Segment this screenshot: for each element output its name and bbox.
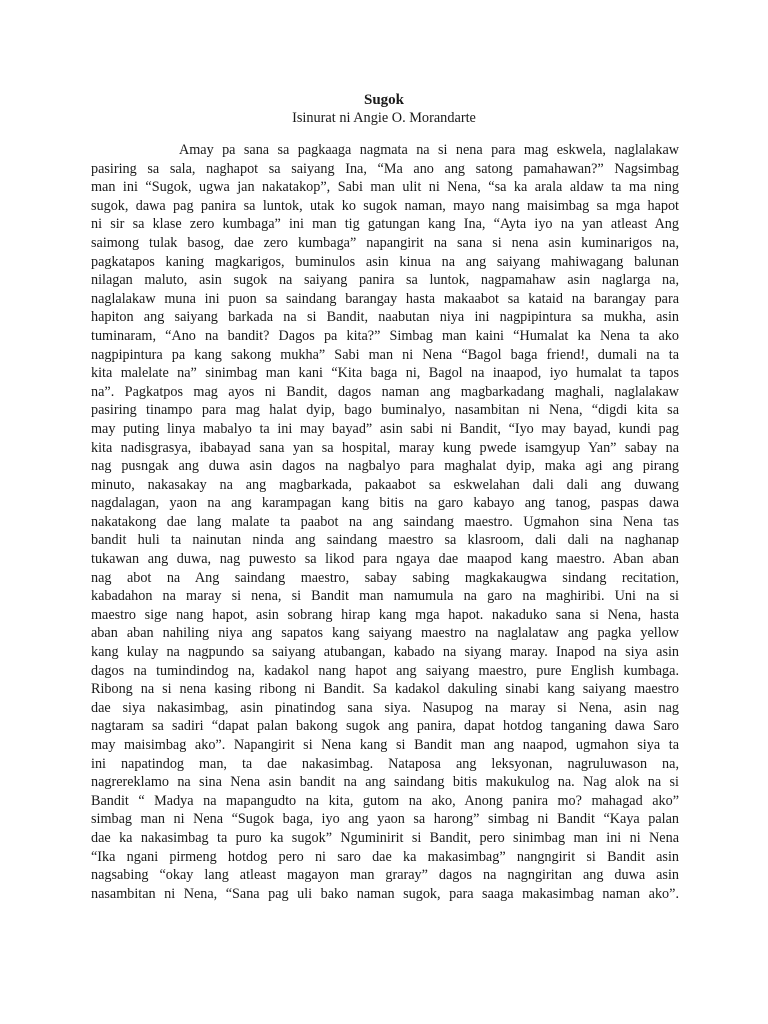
story-line: dae ka nakasimbag ta puro ka sugok” Nguminirit si Bandit, pero sinimbag man ini ni Nena <box>91 829 679 846</box>
story-line: pasiring tinampo para mag halat dyip, bago buminalyo, nasambitan ni Nena, “digdi kita sa <box>91 402 679 419</box>
story-line: man ini “Sugok, ugwa jan nakatakop”, Sabi man ulit ni Nena, “sa ka arala aldaw ta ma ning <box>91 179 679 196</box>
story-line: nagsabing “okay lang atleast magayon man graray” dagos na nagngiritan ang duwa asin <box>91 867 679 884</box>
story-line: kita malelate na” sinimbag man kani “Kita baga ni, Bagol na inaapod, iyo humalat ta tapos <box>91 365 679 382</box>
story-line: tuminaram, “Ano na bandit? Dagos pa kita?” Simbag man kaini “Humalat ka Nena ta ako <box>91 327 679 344</box>
story-line: pagkatapos kaning magkarigos, buminulos asin kinua na ang saiyang mahiwagang balunan <box>91 253 679 270</box>
story-line: maestro sige nang hapot, asin sobrang hirap kang mga hapot. nakaduko sana si Nena, hasta <box>91 606 679 623</box>
story-line: nakatakong dae lang malate ta paabot na ang saindang maestro. Ugmahon sina Nena tas <box>91 513 679 530</box>
document-title: Sugok <box>363 92 405 108</box>
story-line: ini napatindog man, ta dae nakasimbag. Nataposa ang leksyonan, nagruluwason na, <box>91 755 679 772</box>
story-line: naglalakaw muna ini puon sa saindang barangay hasta makaabot sa kataid na barangay para <box>91 290 679 307</box>
story-line: nagdalagan, yaon na ang karampagan kang bitis na garo kabayo ang tanog, paspas dawa <box>91 495 679 512</box>
story-line: ni sir sa klase zero kumbaga” ini man tig gatungan kang Ina, “Ayta iyo na yan atleast Ang <box>91 216 679 233</box>
story-line: kita nadisgrasya, ibabayad sana yan sa hospital, maray kung pwede isamgyup Yan” sabay na <box>91 439 679 456</box>
story-line: nag abot na Ang saindang maestro, sabay sabing magkakaugwa sindang recitation, <box>91 569 679 586</box>
story-line: pasiring sa sala, naghapot sa saiyang Ina, “Ma ano ang satong pamahawan?” Nagsimbag <box>91 160 679 177</box>
story-line: kabadahon na maray si nena, si Bandit man namumula na garo na maghiribi. Uni na si <box>91 588 679 605</box>
story-line: kang kulay na nagpundo sa saiyang atubangan, kabado na siyang maray. Inapod na siya asin <box>91 644 679 661</box>
story-line: minuto, nakasakay na ang magbarkada, pakaabot sa eskwelahan dali dali ang duwang <box>91 476 679 493</box>
story-line: “Ika ngani pirmeng hotdog pero ni saro dae ka makasimbag” nangngirit si Bandit asin <box>91 848 679 865</box>
story-line: may puting linya mabalyo ta ini may bayad” asin sabi ni Bandit, “Iyo may bayad, kundi pag <box>91 420 679 437</box>
story-line: saimong tulak basog, dae zero kumbaga” napangirit na sana si nena asin kuminarigos na, <box>91 234 679 251</box>
story-line: simbag man ni Nena “Sugok baga, iyo ang yaon sa harong” simbag ni Bandit “Kaya palan <box>91 811 679 828</box>
document-author: Isinurat ni Angie O. Morandarte <box>292 110 476 126</box>
story-line: dagos na tumindindog na, kadakol nang hapot ang saiyang maestro, pure English kumbaga. <box>91 662 679 679</box>
story-line: Amay pa sana sa pagkaaga nagmata na si nena para mag eskwela, naglalakaw <box>179 142 679 158</box>
story-line: aban aban nahiling niya ang sapatos kang saiyang maestro na naglalataw ang pagka yellow <box>91 625 679 642</box>
story-line: may maisimbag ako”. Napangirit si Nena kang si Bandit man ang naapod, ugmahon siya ta <box>91 737 679 753</box>
story-line: nag pusngak ang duwa asin dagos na nagbalyo para maghalat dyip, maka agi ang pirang <box>91 458 679 475</box>
story-line: nagrereklamo na sina Nena asin bandit na ang saindang bitis makukulog na. Nag alok na si <box>91 774 679 791</box>
story-line: na”. Pagkatpos mag ayos ni Bandit, dagos naman ang magbarkadang maghali, naglalakaw <box>91 383 679 400</box>
story-line: nagpipintura pa kang sakong mukha” Sabi man ni Nena “Bagol baga friend!, dumali na ta <box>91 346 679 363</box>
story-line: Ribong na si nena kasing ribong ni Bandit. Sa kadakol dakuling sinabi kang saiyang maestro <box>91 681 679 698</box>
story-line: tukawan ang duwa, nag puwesto sa likod para ngaya dae maapod kang maestro. Aban aban <box>91 551 679 568</box>
story-line: nasambitan ni Nena, “Sana pag uli bako naman sugok, para saaga makasimbag naman ako”. <box>91 885 679 902</box>
story-line: hapiton ang saiyang barkada na si Bandit, naabutan niya ini nagpipintura sa mukha, asin <box>91 309 679 326</box>
story-line: bandit huli ta nainutan ninda ang saindang maestro sa klasroom, dali dali na naghanap <box>91 532 679 549</box>
story-line: Bandit “ Madya na mapangudto na kita, gutom na ako, Anong panira mo? mahagad ako” <box>91 792 679 809</box>
story-line: dae siya nakasimbag, asin pinatindog sana siya. Nasupog na maray si Nena, asin nag <box>91 699 679 716</box>
story-line: nilagan maluto, asin sugok na saiyang panira sa luntok, nagpamahaw asin naglarga na, <box>91 272 679 289</box>
story-line: nagtaram sa sadiri “dapat palan bakong sugok ang panira, dapat hotdog tanganing dawa Saro <box>91 718 679 735</box>
story-body <box>91 141 679 903</box>
story-line: sugok, dawa pag panira sa luntok, utak ko sugok naman, mayo nang maisimbag sa mga hapot <box>91 197 679 214</box>
